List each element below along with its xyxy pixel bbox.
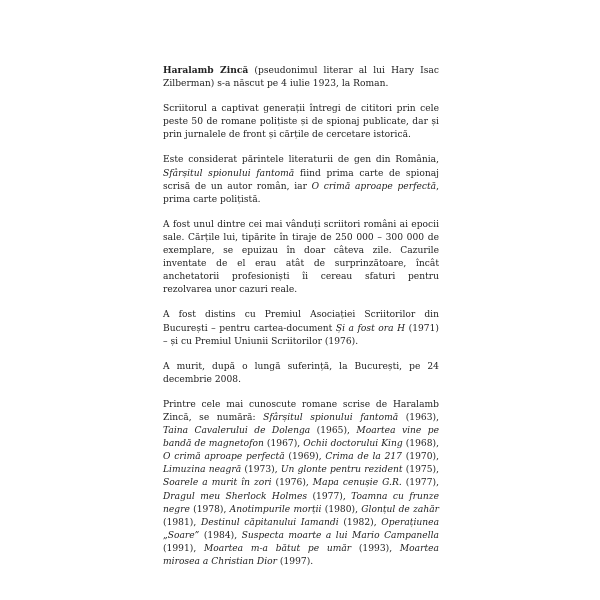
author-name: Haralamb Zincă (163, 65, 249, 76)
book-title: Și a fost ora H (335, 323, 406, 334)
book-year: (1967), (263, 439, 304, 450)
book-year: (1997). (277, 557, 314, 567)
book-title: Anotimpurile morții (229, 504, 322, 515)
paragraph-awards (163, 309, 439, 348)
book-title: Soarele a murit în zori (163, 478, 272, 489)
book-title: Operațiunea „Soare” (163, 517, 440, 541)
book-title: Sfârșitul spionului fantomă (263, 412, 399, 423)
book-year: (1973), (241, 465, 281, 476)
book-title: Suspecta moarte a lui Mario Campanella (241, 530, 439, 541)
awards-text-b: (1971) – și cu Premiul Uniunii Scriitorilor (1976). (163, 323, 439, 347)
book-year: (1991), (163, 543, 204, 554)
book-page-text (163, 64, 439, 569)
book-year: (1970), (402, 452, 440, 463)
book-title: Moartea mirosea a Christian Dior (163, 543, 439, 567)
book-year: (1963), (398, 412, 439, 423)
book-title: O crimă aproape perfectă (163, 452, 285, 463)
book-title: Moartea vine pe bandă de magnetofon (163, 426, 439, 450)
book-title: Moartea m-a bătut pe umăr (203, 543, 352, 554)
book-title: Mapa cenușie G.R. (312, 478, 402, 489)
book-year: (1982), (338, 517, 382, 528)
book-year: (1969), (284, 452, 326, 463)
paragraph-birth (163, 64, 439, 91)
novels-intro: Printre cele mai cunoscute romane scrise de Haralamb Zincă, se numără: (163, 399, 439, 423)
book-year: (1968), (402, 439, 439, 450)
book-year: (1993), (351, 543, 400, 554)
pioneer-text-c: , prima carte polițistă. (163, 181, 440, 205)
book-title: Ochii doctorului King (303, 439, 403, 450)
paragraph-death: A murit, după o lungă suferință, la București, pe 24 decembrie 2008. (163, 361, 439, 385)
book-year: (1976), (271, 478, 313, 489)
book-year: (1978), (189, 504, 230, 515)
book-title: Sfârșitul spionului fantomă (163, 168, 295, 179)
paragraph-novels (163, 399, 439, 569)
book-title: Glonțul de zahăr (361, 504, 440, 515)
book-title: Limuzina neagră (163, 465, 242, 476)
novel-list (163, 413, 439, 567)
pioneer-text-a: Este considerat părintele literaturii de gen din România, (163, 155, 439, 166)
book-year: (1981), (163, 517, 201, 528)
pioneer-text-b: fiind prima carte de spionaj scrisă de un autor român, iar (163, 168, 439, 192)
paragraph-career: Scriitorul a captivat generații întregi de cititori prin cele peste 50 de romane polițiste și de spionaj publicate, dar și prin jurnalele de front și cărțile de cercetare istorică. (163, 104, 439, 141)
book-year: (1977), (401, 478, 440, 489)
paragraph-sales: A fost unul dintre cei mai vânduți scriitori români ai epocii sale. Cărțile lui, tipărite în tiraje de 250 000 – 300 000 de exemplare, se epuizau în doar câteva zile. Cazurile inventate de el erau atât de surprinzătoare, încât anchetatorii profesioniști îi cereau sfaturi pentru rezolvarea unor cazuri reale. (163, 219, 439, 296)
book-year: (1975), (402, 465, 439, 476)
book-title: Destinul căpitanului Iamandi (200, 517, 339, 528)
book-year: (1980), (321, 504, 362, 515)
book-year: (1965), (310, 426, 357, 437)
book-title: Crima de la 217 (325, 452, 402, 463)
awards-text-a: A fost distins cu Premiul Asociației Scriitorilor din București – pentru cartea-document (163, 310, 439, 334)
book-year: (1984), (199, 530, 242, 541)
book-title: Dragul meu Sherlock Holmes (163, 491, 308, 502)
book-title: Toamna cu frunze negre (163, 491, 439, 515)
paragraph-pioneer (163, 154, 439, 206)
book-title: Taina Cavalerului de Dolenga (163, 426, 311, 437)
book-year: (1977), (307, 491, 352, 502)
book-title: O crimă aproape perfectă (311, 181, 437, 192)
book-title: Un glonte pentru rezident (280, 465, 403, 476)
birth-text: (pseudonimul literar al lui Hary Isac Zilberman) s-a născut pe 4 iulie 1923, la Roman. (163, 66, 439, 90)
